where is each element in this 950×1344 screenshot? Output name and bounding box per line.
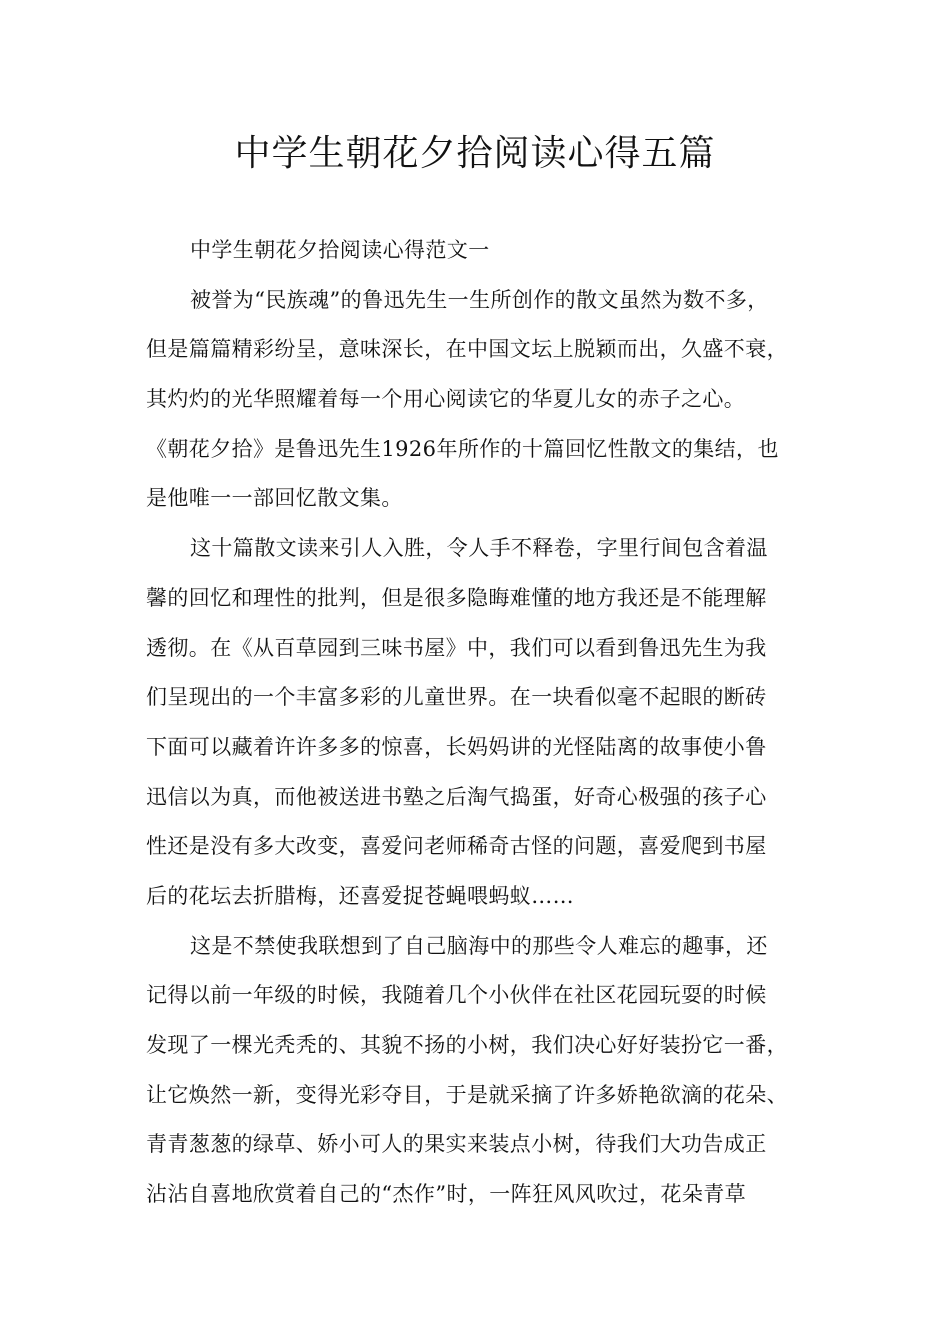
paragraph-line: 让它焕然一新，变得光彩夺目，于是就采摘了许多娇艳欲滴的花朵、 — [146, 1082, 788, 1107]
paragraph-line: 性还是没有多大改变，喜爱问老师稀奇古怪的问题，喜爱爬到书屋 — [146, 834, 767, 859]
paragraph-line: 但是篇篇精彩纷呈，意味深长，在中国文坛上脱颖而出，久盛不衰， — [146, 337, 788, 362]
paragraph-line: 下面可以藏着许许多多的惊喜，长妈妈讲的光怪陆离的故事使小鲁 — [146, 734, 767, 759]
paragraph-line: 其灼灼的光华照耀着每一个用心阅读它的华夏儿女的赤子之心。 — [146, 387, 746, 412]
paragraph-line: 馨的回忆和理性的批判，但是很多隐晦难懂的地方我还是不能理解 — [146, 585, 767, 610]
paragraph-line: 被誉为“民族魂”的鲁迅先生一生所创作的散文虽然为数不多， — [190, 287, 769, 312]
paragraph-line: 沾沾自喜地欣赏着自己的“杰作”时，一阵狂风风吹过，花朵青草 — [146, 1182, 747, 1207]
paragraph-line: 后的花坛去折腊梅，还喜爱捉苍蝇喂蚂蚁…… — [146, 883, 574, 908]
document-body — [146, 226, 830, 1220]
paragraph-line: 记得以前一年级的时候，我随着几个小伙伴在社区花园玩耍的时候 — [146, 983, 767, 1008]
paragraph-line: 《朝花夕拾》是鲁迅先生1926年所作的十篇回忆性散文的集结，也 — [146, 436, 779, 461]
paragraph-line: 青青葱葱的绿草、娇小可人的果实来装点小树，待我们大功告成正 — [146, 1132, 767, 1157]
paragraph-line: 迅信以为真，而他被送进书塾之后淘气捣蛋，好奇心极强的孩子心 — [146, 784, 767, 809]
document-title: 中学生朝花夕拾阅读心得五篇 — [234, 133, 716, 174]
paragraph-line: 透彻。在《从百草园到三味书屋》中，我们可以看到鲁迅先生为我 — [146, 635, 767, 660]
paragraph-line: 发现了一棵光秃秃的、其貌不扬的小树，我们决心好好装扮它一番， — [146, 1033, 788, 1057]
paragraph-line: 是他唯一一部回忆散文集。 — [146, 486, 403, 511]
section-heading: 中学生朝花夕拾阅读心得范文一 — [190, 238, 490, 262]
paragraph-line: 这是不禁使我联想到了自己脑海中的那些令人难忘的趣事，还 — [190, 933, 768, 958]
paragraph-line: 们呈现出的一个丰富多彩的儿童世界。在一块看似毫不起眼的断砖 — [146, 685, 767, 710]
paragraph-line: 这十篇散文读来引人入胜，令人手不释卷，字里行间包含着温 — [190, 536, 768, 561]
